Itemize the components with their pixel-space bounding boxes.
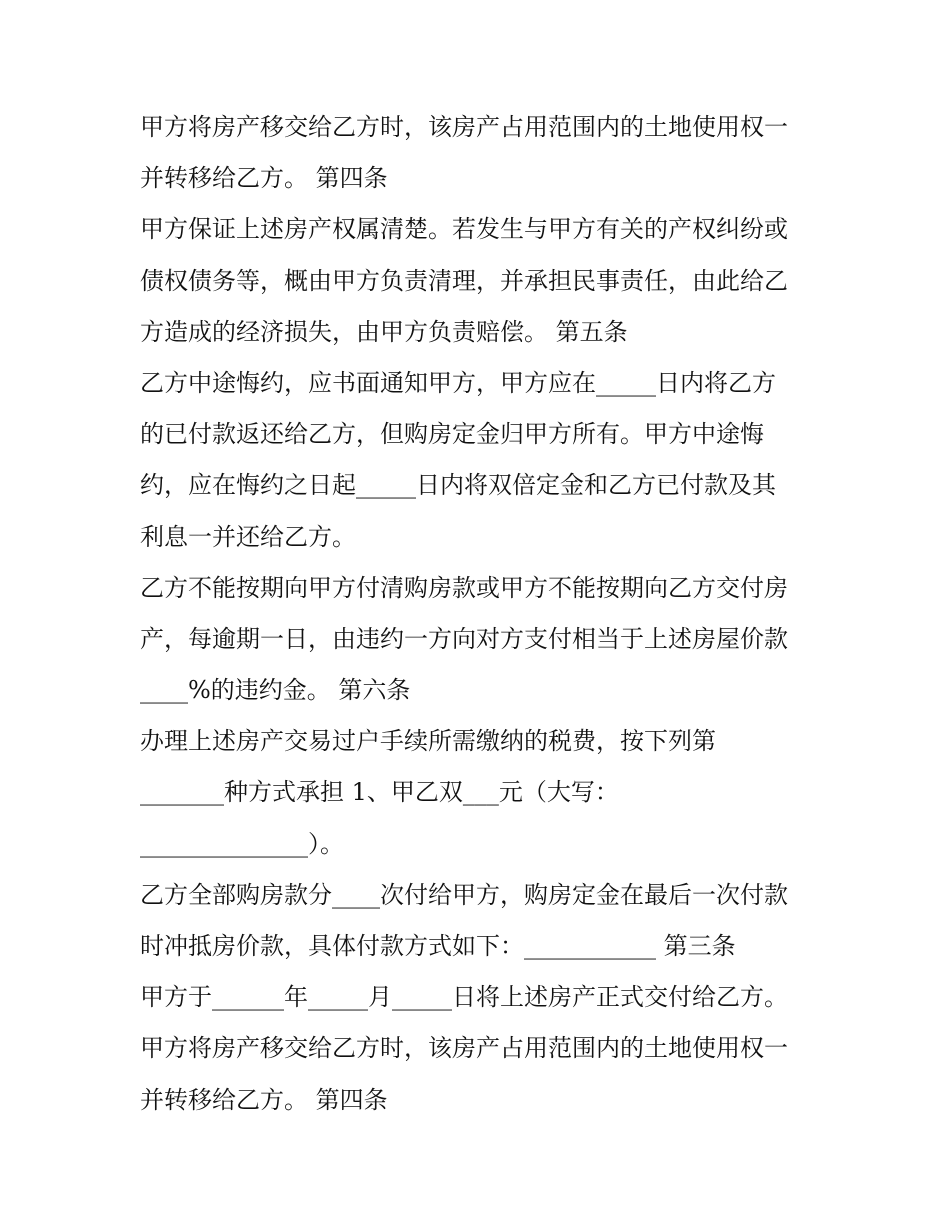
text-line: 的已付款返还给乙方，但购房定金归甲方所有。甲方中途悔 (140, 420, 764, 449)
text-line: 乙方中途悔约，应书面通知甲方，甲方应在_____日内将乙方 (140, 368, 776, 397)
document-page (140, 102, 820, 1126)
text-line: 债权债务等，概由甲方负责清理，并承担民事责任，由此给乙 (140, 266, 788, 295)
text-line: 方造成的经济损失，由甲方负责赔偿。 第五条 (140, 317, 628, 346)
text-line: 乙方全部购房款分____次付给甲方，购房定金在最后一次付款 (140, 880, 788, 909)
text-line: 乙方不能按期向甲方付清购房款或甲方不能按期向乙方交付房 (140, 573, 788, 602)
text-line: 时冲抵房价款，具体付款方式如下：___________ 第三条 (140, 932, 736, 960)
text-line: 约，应在悔约之日起_____日内将双倍定金和乙方已付款及其 (140, 471, 776, 500)
text-line: _______种方式承担 1、甲乙双___元（大写： (140, 778, 619, 807)
text-line: 并转移给乙方。 第四条 (140, 1085, 388, 1114)
text-line: 利息一并还给乙方。 (140, 522, 356, 551)
text-line: 甲方将房产移交给乙方时，该房产占用范围内的土地使用权一 (140, 1034, 788, 1063)
text-line: 甲方将房产移交给乙方时，该房产占用范围内的土地使用权一 (140, 113, 788, 141)
text-line: ______________）。 (140, 829, 344, 858)
text-line: ____%的违约金。 第六条 (140, 676, 411, 705)
text-line: 并转移给乙方。 第四条 (140, 164, 388, 193)
text-line: 甲方于______年_____月_____日将上述房产正式交付给乙方。 (140, 983, 788, 1012)
text-line: 甲方保证上述房产权属清楚。若发生与甲方有关的产权纠纷或 (140, 215, 788, 244)
text-line: 产，每逾期一日，由违约一方向对方支付相当于上述房屋价款 (140, 624, 788, 653)
text-line: 办理上述房产交易过户手续所需缴纳的税费，按下列第 (140, 727, 716, 756)
